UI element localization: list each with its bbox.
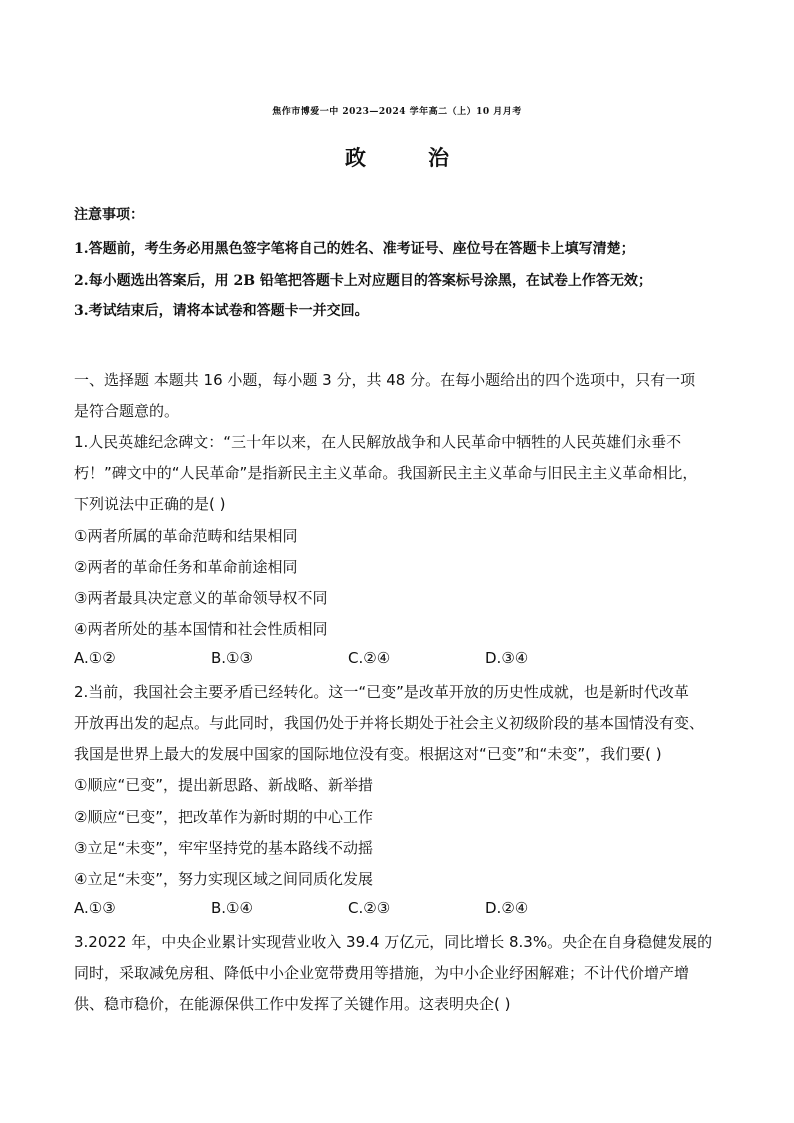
q1-choice-c: C.②④: [348, 649, 391, 667]
q2-option-4: ④立足“未变”，努力实现区域之间同质化发展: [74, 870, 373, 888]
q3-stem-line-3: 供、稳市稳价，在能源保供工作中发挥了关键作用。这表明央企( ): [74, 995, 511, 1013]
q2-stem-line-2: 开放再出发的起点。与此同时，我国仍处于并将长期处于社会主义初级阶段的基本国情没有变、: [74, 714, 705, 732]
q2-choice-c: C.②③: [348, 899, 391, 917]
q3-stem-line-1: 3.2022 年，中央企业累计实现营业收入 39.4 万亿元，同比增长 8.3%。央企在自身稳健发展的: [74, 933, 713, 951]
q2-choices: [74, 899, 622, 917]
q2-stem-line-1: 2.当前，我国社会主要矛盾已经转化。这一“已变”是改革开放的历史性成就，也是新时代改革: [74, 683, 689, 701]
notice-item-2: 2.每小题选出答案后，用 2B 铅笔把答题卡上对应题目的答案标号涂黑，在试卷上作答无效；: [74, 273, 652, 289]
q1-stem-line-1: 1.人民英雄纪念碑文：“三十年以来，在人民解放战争和人民革命中牺牲的人民英雄们永垂不: [74, 433, 682, 451]
q1-choices: [74, 649, 622, 667]
q1-choice-d: D.③④: [485, 649, 529, 667]
q1-option-2: ②两者的革命任务和革命前途相同: [74, 558, 298, 576]
subject-title: [0, 142, 794, 172]
q1-stem-line-3: 下列说法中正确的是( ): [74, 495, 226, 513]
exam-title: 焦作市博爱一中 2023—2024 学年高二（上）10 月月考: [272, 107, 522, 117]
q2-choice-a: A.①③: [74, 899, 116, 917]
q1-choice-a: A.①②: [74, 649, 116, 667]
q1-option-4: ④两者所处的基本国情和社会性质相同: [74, 620, 328, 638]
q2-option-2: ②顺应“已变”，把改革作为新时期的中心工作: [74, 808, 373, 826]
q1-option-3: ③两者最具决定意义的革命领导权不同: [74, 589, 328, 607]
notice-item-1: 1.答题前，考生务必用黑色签字笔将自己的姓名、准考证号、座位号在答题卡上填写清楚；: [74, 241, 635, 257]
section-intro-line-1: 一、选择题 本题共 16 小题，每小题 3 分，共 48 分。在每小题给出的四个选项中，只有一项: [74, 371, 696, 389]
q1-option-1: ①两者所属的革命范畴和结果相同: [74, 527, 298, 545]
notice-heading: 注意事项：: [74, 207, 144, 223]
q2-option-3: ③立足“未变”，牢牢坚持党的基本路线不动摇: [74, 839, 373, 857]
q3-stem-line-2: 同时，采取减免房租、降低中小企业宽带费用等措施，为中小企业纾困解难；不计代价增产增: [74, 964, 690, 982]
q2-choice-b: B.①④: [211, 899, 253, 917]
q2-stem-line-3: 我国是世界上最大的发展中国家的国际地位没有变。根据这对“已变”和“未变”，我们要( ): [74, 745, 662, 763]
subject-char-1: 政: [345, 145, 366, 170]
q1-choice-b: B.①③: [211, 649, 253, 667]
section-intro-line-2: 是符合题意的。: [74, 402, 180, 420]
q2-choice-d: D.②④: [485, 899, 529, 917]
notice-item-3: 3.考试结束后，请将本试卷和答题卡一并交回。: [74, 303, 369, 319]
q1-stem-line-2: 朽！”碑文中的“人民革命”是指新民主主义革命。我国新民主主义革命与旧民主主义革命相比，: [74, 464, 698, 482]
q2-option-1: ①顺应“已变”，提出新思路、新战略、新举措: [74, 776, 373, 794]
subject-char-2: 治: [428, 145, 449, 170]
